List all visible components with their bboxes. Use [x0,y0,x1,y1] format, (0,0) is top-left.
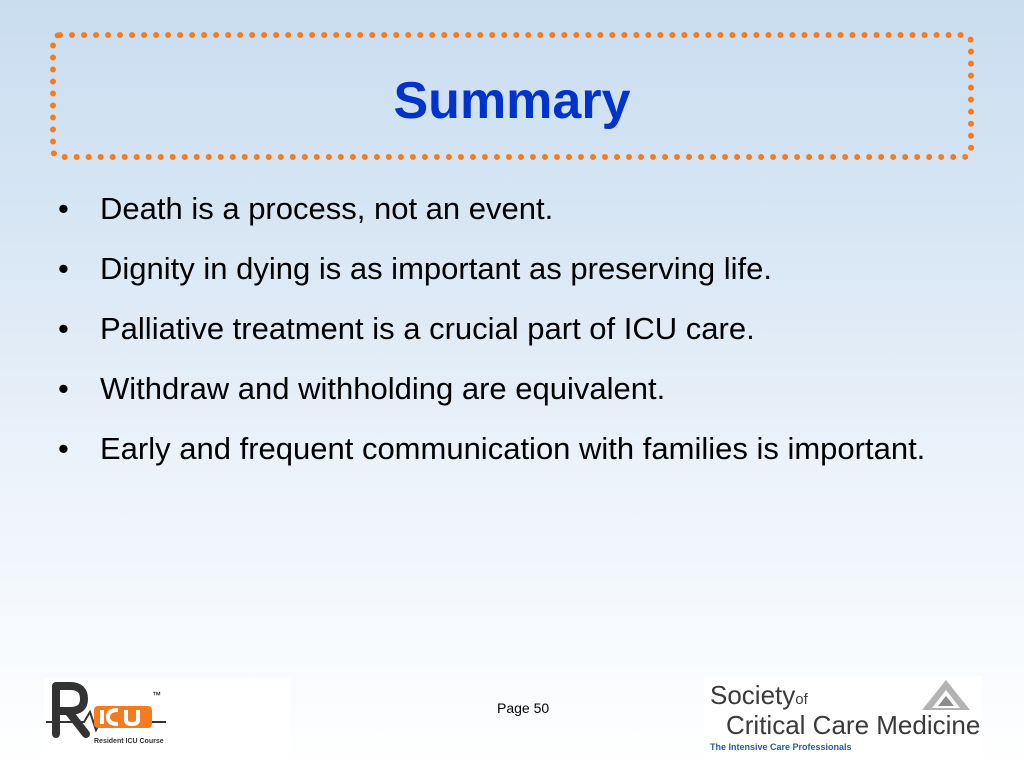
bullet-icon: • [58,431,69,466]
bullet-text: Early and frequent communication with families is important. [100,431,926,466]
bullet-text: Withdraw and withholding are equivalent. [100,371,666,406]
sccm-logo [704,676,982,756]
sccm-triangle-icon [920,678,972,712]
bullet-text: Palliative treatment is a crucial part of ICU care. [100,311,755,346]
bullet-item [58,430,938,468]
bullet-item [58,190,938,228]
trademark-symbol: ™ [152,690,161,700]
sccm-line2: Critical Care Medicine [726,710,981,740]
ricu-subtitle: Resident ICU Course [94,738,164,745]
sccm-line1: Societyof [710,680,808,710]
page-number: Page 50 [497,700,550,716]
bullet-item [58,310,938,348]
bullet-icon: • [58,311,69,346]
bullet-item [58,370,938,408]
bullet-list [58,190,938,490]
bullet-icon: • [58,251,69,286]
bullet-text: Dignity in dying is as important as preserving life. [100,251,772,286]
bullet-item [58,250,938,288]
slide-title: Summary [393,72,631,130]
slide-footer [0,668,1024,768]
sccm-tagline: The Intensive Care Professionals [710,742,852,752]
ricu-logo [44,678,290,756]
bullet-icon: • [58,371,69,406]
bullet-icon: • [58,191,69,226]
bullet-text: Death is a process, not an event. [100,191,554,226]
title-frame [50,32,974,160]
